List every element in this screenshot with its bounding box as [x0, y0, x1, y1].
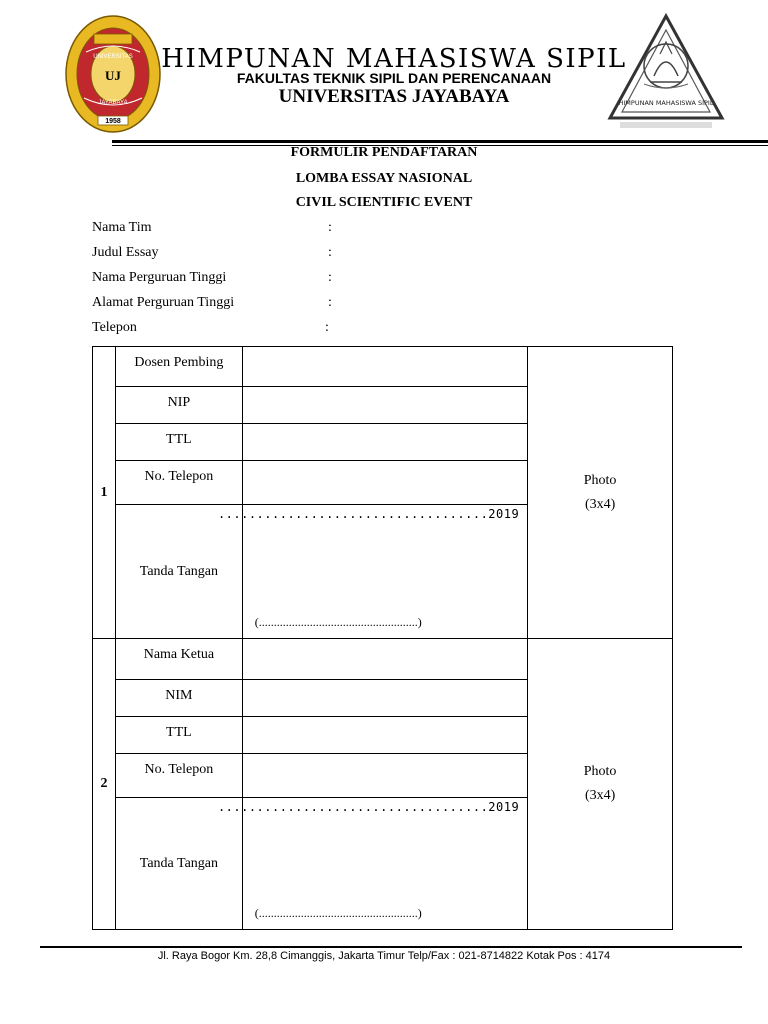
triangle-emblem-icon — [606, 12, 726, 134]
row-label-text: TTL — [166, 432, 192, 447]
advisor-name-input[interactable] — [242, 347, 527, 387]
row-label — [115, 639, 242, 680]
signature-name-line: (.....................................................) — [254, 615, 422, 629]
row-label-text: TTL — [166, 725, 192, 740]
field-colon: : — [328, 270, 332, 285]
row-label — [115, 461, 242, 505]
field-label: Alamat Perguruan Tinggi — [92, 295, 235, 310]
row-label-text: Tanda Tangan — [139, 563, 219, 579]
signature-date: ...................................2019 — [217, 800, 520, 814]
leader-signature-area[interactable] — [217, 798, 527, 930]
row-label-text: Dosen Pembing — [134, 355, 224, 370]
advisor-ttl-input[interactable] — [242, 424, 527, 461]
row-label-text: Nama Ketua — [143, 647, 215, 662]
field-colon: : — [328, 220, 332, 235]
university-subtitle: UNIVERSITAS JAYABAYA — [278, 86, 510, 107]
photo-box — [528, 639, 673, 930]
faculty-subtitle: FAKULTAS TEKNIK SIPIL DAN PERENCANAAN — [236, 70, 552, 86]
row-label — [115, 387, 242, 424]
photo-size: (3x4) — [584, 496, 616, 512]
row-label — [115, 347, 242, 387]
form-title-1: FORMULIR PENDAFTARAN — [290, 145, 478, 160]
photo-box — [528, 347, 673, 639]
footer-rule — [40, 946, 742, 948]
header-rule-thick — [112, 140, 768, 143]
photo-size: (3x4) — [584, 788, 616, 803]
row-label-text: Tanda Tangan — [139, 855, 219, 871]
form-title-3: CIVIL SCIENTIFIC EVENT — [295, 195, 473, 210]
advisor-signature-area[interactable] — [217, 505, 527, 639]
row-label-text: No. Telepon — [144, 762, 214, 777]
table-row — [93, 639, 673, 680]
field-colon: : — [328, 245, 332, 260]
field-label: Nama Perguruan Tinggi — [92, 270, 227, 285]
seal-year-text: 1958 — [105, 118, 121, 125]
form-title-2: LOMBA ESSAY NASIONAL — [295, 171, 473, 186]
row-label — [115, 680, 242, 717]
group-number: 1 — [93, 347, 116, 639]
field-colon: : — [325, 320, 329, 335]
row-label-text: NIM — [165, 688, 193, 703]
org-title: HIMPUNAN MAHASISWA SIPIL — [161, 44, 627, 74]
group-number: 2 — [93, 639, 116, 930]
leader-nim-input[interactable] — [242, 680, 527, 717]
field-label: Telepon — [92, 320, 137, 335]
leader-ttl-input[interactable] — [242, 717, 527, 754]
row-label — [115, 754, 242, 798]
registration-table — [92, 346, 673, 930]
advisor-phone-input[interactable] — [242, 461, 527, 505]
signature-name-line: (.....................................................) — [254, 906, 422, 920]
leader-phone-input[interactable] — [242, 754, 527, 798]
row-label-text: NIP — [167, 395, 191, 410]
emblem-text: HIMPUNAN MAHASISWA SIPIL — [618, 99, 714, 107]
advisor-nip-input[interactable] — [242, 387, 527, 424]
leader-name-input[interactable] — [242, 639, 527, 680]
footer-address: Jl. Raya Bogor Km. 28,8 Cimanggis, Jakarta Timur Telp/Fax : 021-8714822 Kotak Pos : 4174 — [157, 950, 611, 962]
seal-center-text: UJ — [105, 68, 121, 83]
row-label — [115, 798, 242, 930]
photo-label: Photo — [583, 472, 617, 488]
signature-date: ...................................2019 — [217, 507, 520, 521]
table-row — [93, 347, 673, 387]
seal-top-text: UNIVERSITAS — [93, 54, 133, 60]
field-label: Nama Tim — [92, 220, 152, 235]
field-label: Judul Essay — [92, 245, 159, 260]
row-label — [115, 717, 242, 754]
row-label — [115, 505, 242, 639]
row-label-text: No. Telepon — [144, 469, 214, 484]
row-label — [115, 424, 242, 461]
field-colon: : — [328, 295, 332, 310]
seal-bottom-text: JAYABAYA — [98, 100, 128, 106]
photo-label: Photo — [583, 764, 617, 779]
